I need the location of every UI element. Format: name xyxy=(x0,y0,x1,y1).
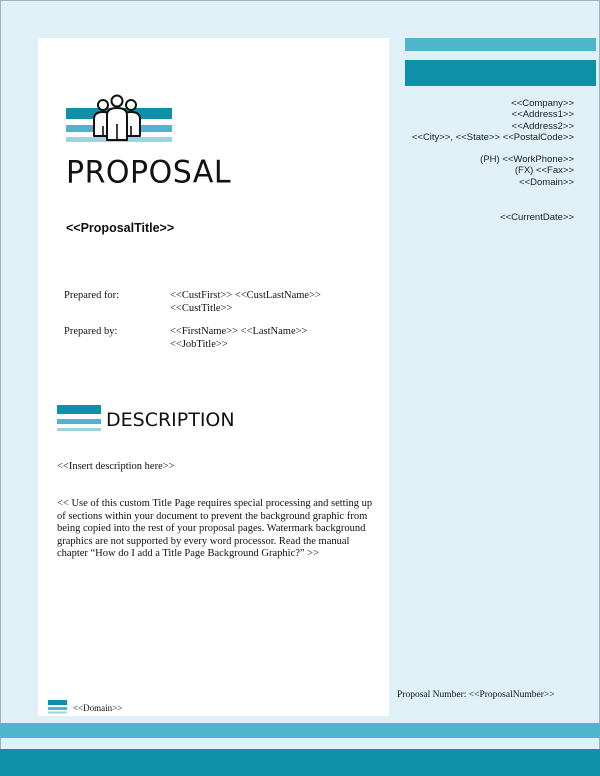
proposal-heading: PROPOSAL xyxy=(66,154,232,191)
company-address-block xyxy=(412,98,574,144)
address-line-2: <<Address2>> xyxy=(511,120,574,132)
footer-domain: <<Domain>> xyxy=(73,703,123,713)
customer-name: <<CustFirst>> <<CustLastName>> xyxy=(170,290,321,301)
bottom-accent-bar-light xyxy=(0,723,600,738)
description-note: << Use of this custom Title Page requires special processing and setting up of sections within your document to prevent the background graphic from being copied into the rest of your proposal pages. Watermark background graphics are not supported by every word processor. Read the manual chapter “How do I add a Title Page Background Graphic?” >> xyxy=(57,498,373,559)
company-name: <<Company>> xyxy=(511,98,574,109)
phone: (PH) <<WorkPhone>> xyxy=(480,154,574,165)
preparer-title: <<JobTitle>> xyxy=(170,338,228,350)
customer-title: <<CustTitle>> xyxy=(170,302,233,314)
fax: (FX) <<Fax>> xyxy=(514,165,574,177)
prepared-for-label: Prepared for: xyxy=(64,290,120,301)
preparer-name: <<FirstName>> <<LastName>> xyxy=(170,326,308,337)
description-stripes-icon xyxy=(57,405,103,432)
prepared-by-value xyxy=(170,326,307,351)
proposal-number: Proposal Number: <<ProposalNumber>> xyxy=(397,690,555,700)
prepared-by-label: Prepared by: xyxy=(64,326,118,337)
footer-stripes-icon xyxy=(48,700,68,714)
company-contact-block xyxy=(480,154,574,188)
city-state-postal: <<City>>, <<State>> <<PostalCode>> xyxy=(411,132,574,144)
current-date: <<CurrentDate>> xyxy=(500,212,574,223)
top-accent-bar-dark xyxy=(405,60,596,86)
prepared-for-value xyxy=(170,290,321,315)
bottom-accent-bar-dark xyxy=(0,749,600,776)
top-accent-bar-light xyxy=(405,38,596,51)
description-heading: DESCRIPTION xyxy=(106,409,235,431)
description-placeholder: <<Insert description here>> xyxy=(57,461,175,472)
proposal-title: <<ProposalTitle>> xyxy=(66,221,175,235)
address-line-1: <<Address1>> xyxy=(511,109,574,121)
domain: <<Domain>> xyxy=(519,176,574,188)
people-group-icon xyxy=(66,94,176,160)
